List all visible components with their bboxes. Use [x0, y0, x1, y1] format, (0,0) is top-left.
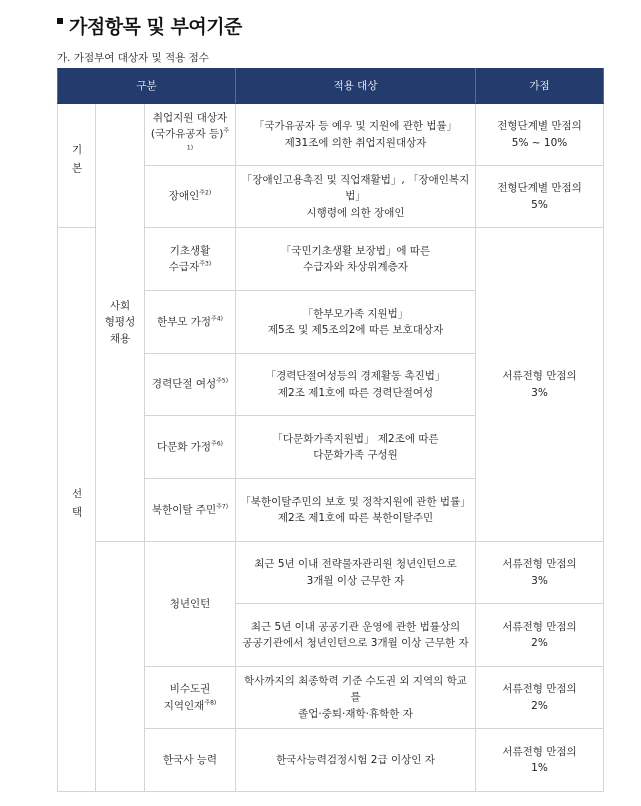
- item-cell: [145, 166, 236, 228]
- group-basic: [58, 104, 96, 228]
- points-line-1: 서류전형 만점의: [502, 620, 577, 633]
- target-line-1: 최근 5년 이내 공공기관 운영에 관한 법률상의: [250, 620, 461, 633]
- group-selective: [58, 228, 96, 792]
- table-row: [58, 104, 604, 166]
- points-cell: [476, 542, 604, 604]
- points-line-2: 1%: [531, 762, 548, 774]
- item-cell: [145, 228, 236, 291]
- target-line-1: 학사까지의 최종학력 기준 수도권 외 지역의 학교를: [244, 675, 467, 704]
- footnote-mark: 주3): [199, 260, 212, 268]
- footnote-mark: 주8): [204, 699, 217, 706]
- item-cell: [145, 729, 236, 792]
- page-title-text: 가점항목 및 부여기준: [69, 16, 242, 38]
- target-cell: [236, 228, 476, 291]
- target-line-2: 제2조 제1호에 따른 경력단절여성: [277, 386, 434, 399]
- item-label: 한부모 가정: [156, 315, 212, 328]
- target-cell: [236, 166, 476, 228]
- target-line-2: 3개월 이상 근무한 자: [306, 574, 405, 587]
- footnote-mark: 주1): [186, 127, 230, 152]
- points-cell: [476, 667, 604, 729]
- footnote-mark: 주5): [216, 377, 229, 385]
- item-label: 다문화 가정: [156, 440, 212, 453]
- social-points-cell: [476, 228, 604, 542]
- item-cell: [145, 416, 236, 479]
- points-line-1: 서류전형 만점의: [502, 558, 577, 571]
- target-line-1: 한국사능력검정시험 2급 이상인 자: [276, 753, 435, 766]
- item-label-2: 수급자: [168, 261, 200, 273]
- points-line-1: 전형단계별 만점의: [497, 120, 582, 133]
- target-cell: [236, 542, 476, 604]
- target-line-2: 제2조 제1호에 따른 북한이탈주민: [277, 512, 434, 524]
- points-line-2: 5%: [531, 198, 548, 211]
- points-line-2: 3%: [531, 574, 548, 587]
- item-cell: [145, 291, 236, 354]
- target-line-2: 제5조 및 제5조의2에 따른 보호대상자: [267, 324, 444, 336]
- header-target: 적용 대상: [236, 69, 476, 104]
- target-line-2: 졸업·중퇴·재학·휴학한 자: [298, 707, 413, 720]
- target-line-2: 다문화가족 구성원: [313, 449, 398, 461]
- item-cell: [145, 354, 236, 416]
- target-line-1: 「경력단절여성등의 경제활동 촉진법」: [265, 370, 446, 383]
- points-line-2: 2%: [531, 637, 548, 649]
- footnote-mark: 주7): [216, 503, 229, 511]
- target-cell: [236, 354, 476, 416]
- item-label: 한국사 능력: [162, 753, 218, 766]
- target-cell: [236, 416, 476, 479]
- points-line-2: 2%: [531, 699, 548, 712]
- item-label: 경력단절 여성: [151, 378, 217, 391]
- target-line-2: 공공기관에서 청년인턴으로 3개월 이상 근무한 자: [242, 637, 469, 649]
- points-line-1: 전형단계별 만점의: [497, 182, 582, 195]
- target-line-2: 제31조에 의한 취업지원대상자: [284, 136, 427, 149]
- item-label-2: 지역인재: [163, 699, 205, 712]
- item-cell: [145, 667, 236, 729]
- target-line-2: 수급자와 차상위계층자: [303, 261, 408, 273]
- points-line-1: 서류전형 만점의: [502, 683, 577, 696]
- points-cell: [476, 604, 604, 667]
- group-selective-label: 선택: [70, 488, 83, 526]
- group-other-blank: [96, 542, 145, 792]
- target-line-1: 「한부모가족 지원법」: [302, 307, 409, 320]
- item-label-2: (국가유공자 등): [150, 128, 224, 141]
- group-social: 사회 형평성 채용: [96, 104, 145, 542]
- target-cell: [236, 729, 476, 792]
- target-line-2: 시행령에 의한 장애인: [306, 206, 405, 219]
- points-line-2: 3%: [531, 386, 548, 399]
- header-category: 구분: [58, 69, 236, 104]
- target-line-1: 「장애인고용촉진 및 직업재활법」, 「장애인복지법」: [241, 174, 470, 203]
- target-line-1: 「국가유공자 등 예우 및 지원에 관한 법률」: [253, 120, 458, 133]
- item-cell: [145, 104, 236, 166]
- item-label: 취업지원 대상자: [152, 112, 228, 125]
- points-cell: [476, 166, 604, 228]
- item-label: 청년인턴: [169, 597, 211, 610]
- item-label: 북한이탈 주민: [151, 503, 217, 516]
- points-line-1: 서류전형 만점의: [502, 370, 577, 383]
- target-line-1: 「북한이탈주민의 보호 및 정착지원에 관한 법률」: [240, 495, 471, 508]
- target-cell: [236, 479, 476, 542]
- bonus-points-table: [57, 68, 604, 792]
- points-cell: [476, 104, 604, 166]
- points-line-2: 5% ~ 10%: [511, 136, 568, 149]
- footnote-mark: 주2): [199, 189, 212, 197]
- bullet-square-icon: [57, 18, 63, 24]
- points-line-1: 서류전형 만점의: [502, 745, 577, 758]
- target-line-1: 「다문화가족지원법」 제2조에 따른: [272, 432, 439, 445]
- group-basic-label: 기본: [70, 144, 83, 182]
- section-subtitle: 가. 가점부여 대상자 및 적용 점수: [57, 52, 209, 64]
- item-cell: [145, 479, 236, 542]
- item-label: 비수도권: [169, 683, 211, 696]
- item-label: 기초생활: [169, 244, 211, 257]
- header-points: 가점: [476, 69, 604, 104]
- item-cell: [145, 542, 236, 667]
- target-cell: [236, 604, 476, 667]
- target-cell: [236, 291, 476, 354]
- target-line-1: 「국민기초생활 보장법」에 따른: [280, 244, 431, 257]
- footnote-mark: 주4): [211, 315, 224, 323]
- target-cell: [236, 104, 476, 166]
- target-line-1: 최근 5년 이내 전략물자관리원 청년인턴으로: [254, 558, 457, 571]
- points-cell: [476, 729, 604, 792]
- table-header-row: [58, 69, 604, 104]
- table-row: [58, 542, 604, 604]
- page-title: [57, 12, 242, 39]
- item-label: 장애인: [168, 190, 200, 203]
- target-cell: [236, 667, 476, 729]
- footnote-mark: 주6): [211, 440, 224, 448]
